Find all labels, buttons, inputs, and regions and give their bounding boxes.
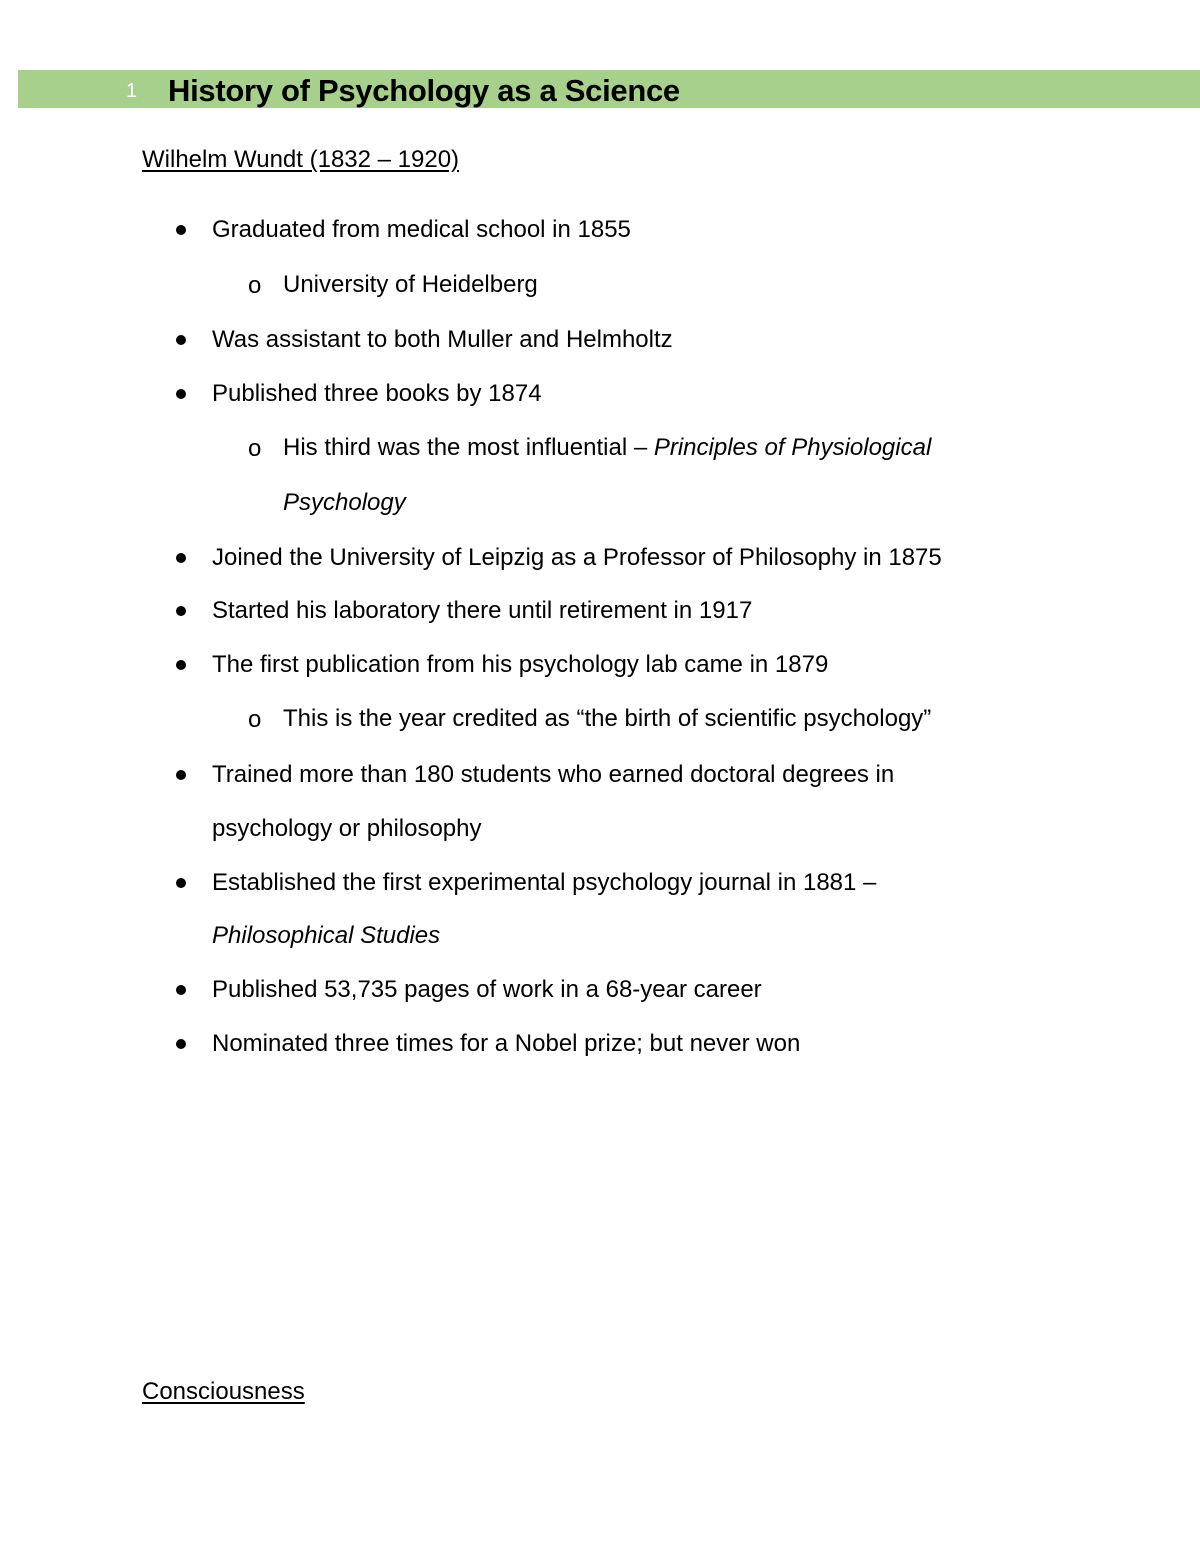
list-item-text: Joined the University of Leipzig as a Professor of Philosophy in 1875 <box>212 544 942 571</box>
list-item-text: Graduated from medical school in 1855 <box>212 216 631 243</box>
list-item-text: Nominated three times for a Nobel prize; but never won <box>212 1030 801 1057</box>
list-item-text: Published three books by 1874 <box>212 380 542 407</box>
list-item-text: Published 53,735 pages of work in a 68-year career <box>212 976 762 1003</box>
journal-title: Philosophical Studies <box>212 922 441 949</box>
bullet-icon <box>176 389 186 399</box>
circle-bullet-icon: o <box>248 706 262 733</box>
bullet-icon <box>176 985 186 995</box>
circle-bullet-icon: o <box>248 435 262 462</box>
heading-number: 1 <box>126 80 138 102</box>
section-title-consciousness: Consciousness <box>142 1378 305 1405</box>
sub-list-item-text <box>283 433 931 463</box>
list-item-continuation: psychology or philosophy <box>212 815 482 842</box>
list-item-text: Trained more than 180 students who earned doctoral degrees in <box>212 761 895 788</box>
section-title-wundt: Wilhelm Wundt (1832 – 1920) <box>142 146 460 173</box>
bullet-icon <box>176 553 186 563</box>
bullet-icon <box>176 335 186 345</box>
bullet-icon <box>176 606 186 616</box>
bullet-icon <box>176 770 186 780</box>
circle-bullet-icon: o <box>248 272 262 299</box>
bullet-icon <box>176 1039 186 1049</box>
sub-list-item-text: This is the year credited as “the birth of scientific psychology” <box>283 705 932 732</box>
list-item-text: Was assistant to both Muller and Helmholtz <box>212 326 673 353</box>
sub-list-item-plain: His third was the most influential – <box>283 434 654 461</box>
book-title: Principles of Physiological <box>653 434 932 461</box>
list-item-text: Established the first experimental psychology journal in 1881 – <box>212 869 877 896</box>
bullet-icon <box>176 225 186 235</box>
list-item-text: Started his laboratory there until retirement in 1917 <box>212 597 753 624</box>
book-title-continuation: Psychology <box>283 489 406 516</box>
sub-list-item-text: University of Heidelberg <box>283 271 538 298</box>
list-item-text: The first publication from his psychology lab came in 1879 <box>212 651 829 678</box>
bullet-icon <box>176 660 186 670</box>
page-title: History of Psychology as a Science <box>168 73 680 108</box>
bullet-icon <box>176 878 186 888</box>
